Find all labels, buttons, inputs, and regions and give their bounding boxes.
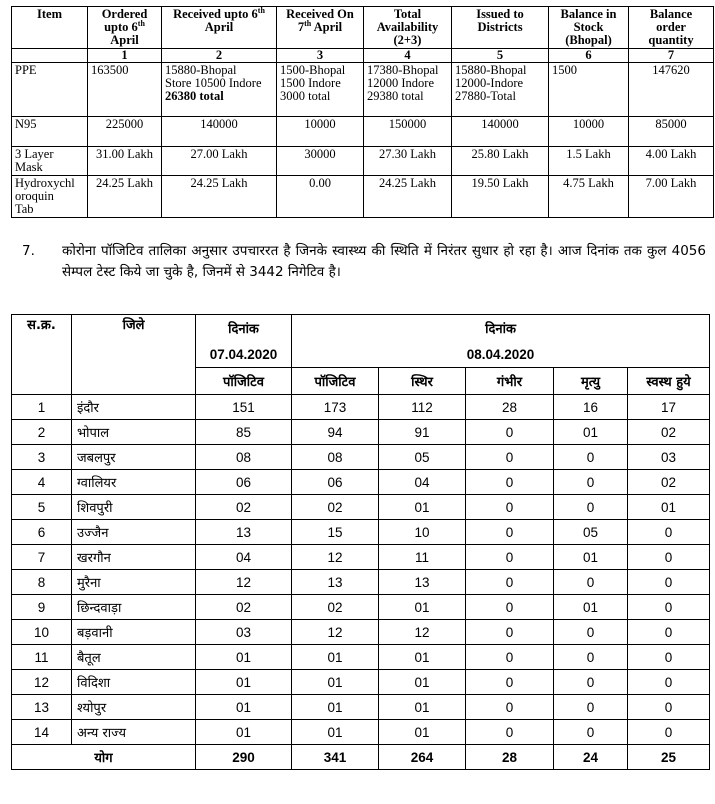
cell-ordered: 31.00 Lakh [88, 147, 162, 176]
cell-recovered: 0 [628, 620, 710, 645]
header-order-l3: quantity [648, 33, 694, 47]
cell-received-7th-line: 1500 Indore [280, 76, 341, 90]
cell-district: खरगौन [72, 545, 196, 570]
cell-item-line: PPE [15, 63, 37, 77]
cell-balance: 1500 [549, 63, 629, 117]
cell-received-line: 140000 [200, 117, 238, 131]
cell-received [162, 117, 277, 147]
district-row [12, 570, 710, 595]
cell-district: बड़वानी [72, 620, 196, 645]
col-number: 7 [629, 49, 714, 63]
cell-balance: 4.75 Lakh [549, 176, 629, 218]
cell-serious: 0 [466, 695, 554, 720]
cell-death: 0 [554, 570, 628, 595]
district-table-body [12, 395, 710, 770]
header-balance [549, 7, 629, 49]
cell-serious: 0 [466, 670, 554, 695]
header-date-label-2: दिनांक [292, 315, 710, 342]
header-received-sup: th [257, 5, 265, 15]
cell-positive-07: 04 [196, 545, 292, 570]
cell-issued-line: 12000-Indore [455, 76, 524, 90]
cell-serial: 8 [12, 570, 72, 595]
district-row [12, 620, 710, 645]
cell-recovered: 0 [628, 545, 710, 570]
cell-stable: 01 [379, 670, 466, 695]
cell-stable: 01 [379, 645, 466, 670]
cell-issued [452, 176, 549, 218]
header-total-l2: Availability [376, 20, 439, 34]
received-total-bold: 26380 total [165, 89, 224, 103]
cell-item-line: Tab [15, 202, 34, 216]
cell-positive-08: 15 [292, 520, 379, 545]
header-recv7-l1: Received On [286, 7, 354, 21]
header-order-qty [629, 7, 714, 49]
cell-item [12, 176, 88, 218]
cell-balance: 10000 [549, 117, 629, 147]
total-recovered: 25 [628, 745, 710, 770]
cell-stable: 11 [379, 545, 466, 570]
header-ordered-l1: Ordered [101, 7, 148, 21]
header-total-l1: Total [393, 7, 422, 21]
cell-positive-07: 08 [196, 445, 292, 470]
cell-serial: 14 [12, 720, 72, 745]
cell-positive-08: 12 [292, 620, 379, 645]
cell-serious: 0 [466, 445, 554, 470]
cell-total [364, 63, 452, 117]
cell-positive-08: 173 [292, 395, 379, 420]
header-ordered-l3: April [110, 33, 139, 47]
cell-stable: 13 [379, 570, 466, 595]
cell-positive-07: 85 [196, 420, 292, 445]
cell-total-line: 12000 Indore [367, 76, 434, 90]
header-balance-l1: Balance in [560, 7, 617, 21]
cell-district: जबलपुर [72, 445, 196, 470]
cell-received-7th-line: 30000 [304, 147, 336, 161]
cell-serious: 0 [466, 620, 554, 645]
cell-district: ग्वालियर [72, 470, 196, 495]
cell-district: शिवपुरी [72, 495, 196, 520]
cell-district: छिन्दवाड़ा [72, 595, 196, 620]
district-row [12, 420, 710, 445]
cell-issued-line: 19.50 Lakh [471, 176, 529, 190]
header-date-label-1: दिनांक [196, 315, 292, 342]
header-received-l2: April [204, 20, 234, 34]
cell-district: विदिशा [72, 670, 196, 695]
cell-serious: 0 [466, 470, 554, 495]
header-death: मृत्यु [554, 368, 628, 395]
cell-item [12, 63, 88, 117]
header-serial: स.क्र. [12, 315, 72, 395]
paragraph-number: 7. [22, 243, 35, 259]
cell-issued [452, 63, 549, 117]
header-date-1: 07.04.2020 [196, 341, 292, 368]
cell-ordered: 24.25 Lakh [88, 176, 162, 218]
note-paragraph [22, 241, 706, 283]
header-order-l1: Balance [649, 7, 693, 21]
header-issued-l1: Issued to [476, 7, 524, 21]
cell-received [162, 147, 277, 176]
cell-recovered: 02 [628, 470, 710, 495]
header-ordered-upto: upto 6 [104, 20, 138, 34]
cell-death: 0 [554, 470, 628, 495]
supply-row [12, 117, 714, 147]
cell-positive-07: 02 [196, 595, 292, 620]
header-received-text: Received upto 6 [173, 7, 258, 21]
col-number: 1 [88, 49, 162, 63]
cell-stable: 05 [379, 445, 466, 470]
cell-serious: 0 [466, 720, 554, 745]
district-row [12, 545, 710, 570]
header-date-2: 08.04.2020 [292, 341, 710, 368]
paragraph-text: कोरोना पॉजिटिव तालिका अनुसार उपचाररत है जिनके स्वास्थ्य की स्थिति में निरंतर सुधार हो रहा है। आज दिनांक तक कुल 4056 सेम्पल टेस्ट किये जा चुके है, जिनमें से 3442 निगेटिव है। [62, 243, 706, 280]
cell-item [12, 147, 88, 176]
district-row [12, 495, 710, 520]
col-number: 3 [277, 49, 364, 63]
district-row [12, 670, 710, 695]
district-row [12, 695, 710, 720]
cell-death: 01 [554, 595, 628, 620]
cell-stable: 112 [379, 395, 466, 420]
cell-order-qty: 85000 [629, 117, 714, 147]
cell-received-7th-line: 0.00 [309, 176, 331, 190]
cell-positive-07: 03 [196, 620, 292, 645]
cell-recovered: 0 [628, 570, 710, 595]
cell-stable: 01 [379, 495, 466, 520]
cell-recovered: 03 [628, 445, 710, 470]
header-recv7-month: April [311, 20, 343, 34]
cell-serial: 4 [12, 470, 72, 495]
header-serious: गंभीर [466, 368, 554, 395]
cell-issued-line: 27880-Total [455, 89, 516, 103]
cell-received-7th [277, 63, 364, 117]
cell-stable: 10 [379, 520, 466, 545]
total-row [12, 745, 710, 770]
cell-item-line: oroquin [15, 189, 54, 203]
cell-received-7th-line: 3000 total [280, 89, 331, 103]
header-stable: स्थिर [379, 368, 466, 395]
cell-total-line: 150000 [388, 117, 427, 131]
district-table [11, 314, 710, 770]
cell-positive-07: 13 [196, 520, 292, 545]
cell-order-qty: 147620 [629, 63, 714, 117]
cell-item-line: N95 [15, 117, 37, 131]
header-district: जिले [72, 315, 196, 395]
cell-issued [452, 147, 549, 176]
cell-positive-07: 02 [196, 495, 292, 520]
cell-serious: 0 [466, 495, 554, 520]
district-row [12, 395, 710, 420]
district-row [12, 445, 710, 470]
header-balance-l2: Stock [573, 20, 604, 34]
cell-positive-08: 01 [292, 695, 379, 720]
cell-received-line: 24.25 Lakh [190, 176, 248, 190]
cell-serial: 7 [12, 545, 72, 570]
cell-positive-08: 02 [292, 595, 379, 620]
cell-positive-07: 01 [196, 670, 292, 695]
cell-received-line: 27.00 Lakh [190, 147, 248, 161]
cell-received-7th-line: 10000 [304, 117, 336, 131]
cell-serious: 0 [466, 645, 554, 670]
cell-serial: 5 [12, 495, 72, 520]
col-number: 4 [364, 49, 452, 63]
cell-positive-08: 08 [292, 445, 379, 470]
cell-district: श्योपुर [72, 695, 196, 720]
cell-received-7th [277, 176, 364, 218]
cell-death: 0 [554, 495, 628, 520]
cell-serial: 10 [12, 620, 72, 645]
header-recovered: स्वस्थ हुये [628, 368, 710, 395]
cell-death: 0 [554, 720, 628, 745]
cell-positive-08: 02 [292, 495, 379, 520]
cell-death: 05 [554, 520, 628, 545]
cell-total [364, 147, 452, 176]
col-number: 5 [452, 49, 549, 63]
cell-item [12, 117, 88, 147]
header-ordered [88, 7, 162, 49]
cell-recovered: 0 [628, 720, 710, 745]
header-received [162, 7, 277, 49]
header-issued [452, 7, 549, 49]
cell-death: 0 [554, 695, 628, 720]
supply-table [11, 6, 714, 218]
cell-district: भोपाल [72, 420, 196, 445]
cell-order-qty: 7.00 Lakh [629, 176, 714, 218]
cell-total-line: 29380 total [367, 89, 424, 103]
col-number-blank [12, 49, 88, 63]
cell-serial: 6 [12, 520, 72, 545]
cell-recovered: 02 [628, 420, 710, 445]
cell-issued-line: 15880-Bhopal [455, 63, 527, 77]
cell-total [364, 117, 452, 147]
cell-stable: 91 [379, 420, 466, 445]
header-positive-07: पॉजिटिव [196, 368, 292, 395]
header-item-text: Item [37, 7, 62, 21]
cell-recovered: 0 [628, 670, 710, 695]
cell-district: बैतूल [72, 645, 196, 670]
cell-serious: 0 [466, 545, 554, 570]
cell-positive-08: 01 [292, 645, 379, 670]
cell-serial: 13 [12, 695, 72, 720]
cell-serious: 28 [466, 395, 554, 420]
cell-stable: 12 [379, 620, 466, 645]
cell-positive-08: 06 [292, 470, 379, 495]
total-label: योग [12, 745, 196, 770]
cell-district: अन्य राज्य [72, 720, 196, 745]
cell-recovered: 0 [628, 645, 710, 670]
col-number: 6 [549, 49, 629, 63]
cell-positive-08: 01 [292, 670, 379, 695]
cell-district: उज्जैन [72, 520, 196, 545]
cell-total [364, 176, 452, 218]
cell-district: इंदौर [72, 395, 196, 420]
total-death: 24 [554, 745, 628, 770]
cell-positive-08: 12 [292, 545, 379, 570]
column-number-row [12, 49, 714, 63]
district-row [12, 645, 710, 670]
cell-death: 01 [554, 545, 628, 570]
header-recv7-l2 [280, 18, 360, 34]
cell-stable: 01 [379, 695, 466, 720]
cell-total-line: 17380-Bhopal [367, 63, 439, 77]
total-pos08: 341 [292, 745, 379, 770]
header-balance-l3: (Bhopal) [565, 33, 612, 47]
cell-order-qty: 4.00 Lakh [629, 147, 714, 176]
cell-death: 16 [554, 395, 628, 420]
supply-row [12, 63, 714, 117]
cell-received [162, 176, 277, 218]
header-total [364, 7, 452, 49]
cell-serial: 12 [12, 670, 72, 695]
cell-serial: 3 [12, 445, 72, 470]
header-recv7-sup: th [304, 18, 312, 28]
cell-recovered: 17 [628, 395, 710, 420]
cell-recovered: 0 [628, 695, 710, 720]
cell-received-7th-line: 1500-Bhopal [280, 63, 346, 77]
cell-death: 0 [554, 445, 628, 470]
district-row [12, 470, 710, 495]
cell-positive-07: 12 [196, 570, 292, 595]
cell-serious: 0 [466, 420, 554, 445]
cell-positive-07: 06 [196, 470, 292, 495]
district-row [12, 595, 710, 620]
supply-table-body [12, 63, 714, 218]
district-header-row-1 [12, 315, 710, 342]
cell-serious: 0 [466, 570, 554, 595]
cell-serial: 2 [12, 420, 72, 445]
cell-stable: 04 [379, 470, 466, 495]
cell-positive-07: 01 [196, 645, 292, 670]
cell-total-line: 27.30 Lakh [379, 147, 436, 161]
col-number: 2 [162, 49, 277, 63]
cell-received-line: Store 10500 Indore [165, 76, 262, 90]
cell-positive-08: 01 [292, 720, 379, 745]
district-row [12, 520, 710, 545]
cell-received [162, 63, 277, 117]
header-recv7-day: 7 [297, 20, 305, 34]
cell-item-line: Mask [15, 160, 43, 174]
header-issued-l2: Districts [477, 20, 523, 34]
cell-balance: 1.5 Lakh [549, 147, 629, 176]
cell-positive-07: 151 [196, 395, 292, 420]
header-positive-08: पॉजिटिव [292, 368, 379, 395]
cell-serious: 0 [466, 595, 554, 620]
cell-serial: 9 [12, 595, 72, 620]
district-row [12, 720, 710, 745]
cell-total-line: 24.25 Lakh [379, 176, 436, 190]
cell-death: 0 [554, 670, 628, 695]
total-serious: 28 [466, 745, 554, 770]
cell-issued-line: 140000 [481, 117, 519, 131]
total-pos07: 290 [196, 745, 292, 770]
cell-item-line: Hydroxychl [15, 176, 75, 190]
cell-recovered: 0 [628, 520, 710, 545]
header-item [12, 7, 88, 49]
cell-recovered: 0 [628, 595, 710, 620]
supply-row [12, 147, 714, 176]
cell-stable: 01 [379, 595, 466, 620]
cell-district: मुरैना [72, 570, 196, 595]
cell-ordered: 225000 [88, 117, 162, 147]
cell-serial: 11 [12, 645, 72, 670]
cell-received-line: 15880-Bhopal [165, 63, 237, 77]
total-stable: 264 [379, 745, 466, 770]
cell-death: 0 [554, 620, 628, 645]
cell-stable: 01 [379, 720, 466, 745]
cell-recovered: 01 [628, 495, 710, 520]
cell-ordered: 163500 [88, 63, 162, 117]
cell-positive-07: 01 [196, 720, 292, 745]
cell-issued [452, 117, 549, 147]
cell-item-line: 3 Layer [15, 147, 54, 161]
header-total-l3: (2+3) [393, 33, 422, 47]
header-received-7th [277, 7, 364, 49]
cell-positive-07: 01 [196, 695, 292, 720]
header-order-l2: order [656, 20, 686, 34]
cell-serious: 0 [466, 520, 554, 545]
cell-positive-08: 94 [292, 420, 379, 445]
cell-serial: 1 [12, 395, 72, 420]
supply-row [12, 176, 714, 218]
header-ordered-sup: th [137, 18, 145, 28]
cell-positive-08: 13 [292, 570, 379, 595]
cell-death: 0 [554, 645, 628, 670]
cell-received-7th [277, 117, 364, 147]
supply-header-row [12, 7, 714, 49]
cell-received-7th [277, 147, 364, 176]
cell-death: 01 [554, 420, 628, 445]
cell-issued-line: 25.80 Lakh [471, 147, 529, 161]
